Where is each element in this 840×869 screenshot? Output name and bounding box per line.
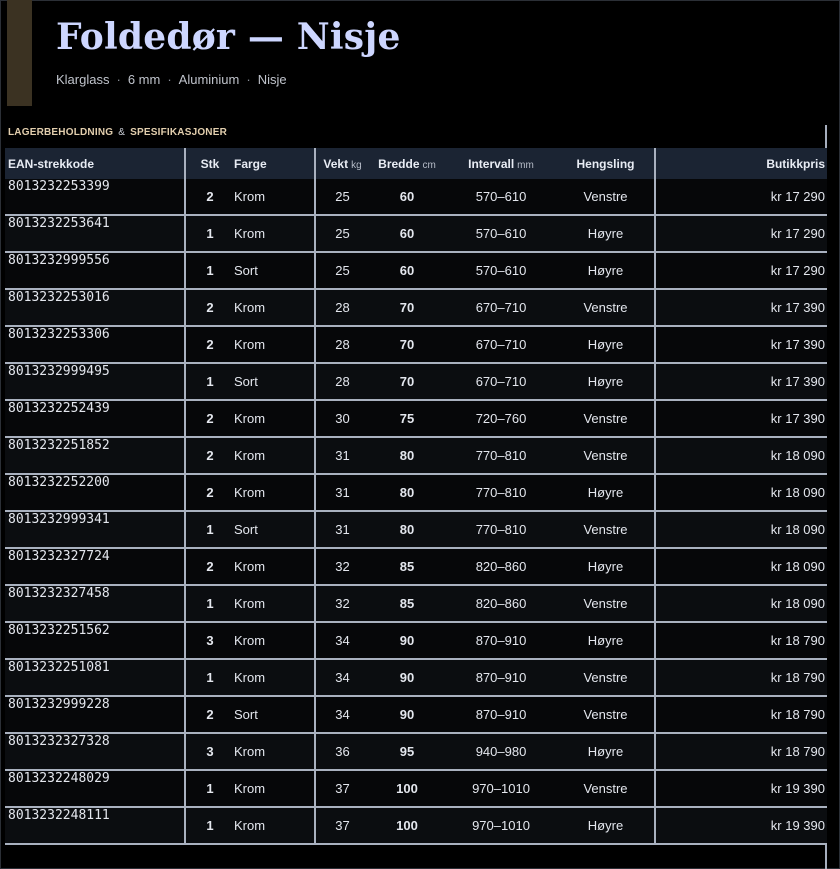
- cell-bredde: 85: [369, 548, 445, 585]
- cell-pris: kr 19 390: [655, 770, 827, 807]
- col-header-stk[interactable]: Stk: [185, 148, 234, 179]
- cell-pris: kr 17 390: [655, 363, 827, 400]
- spec-separator: ·: [167, 72, 172, 87]
- cell-stk: 2: [185, 179, 234, 215]
- col-header-vekt[interactable]: Vekt kg: [315, 148, 369, 179]
- col-header-bredde[interactable]: Bredde cm: [369, 148, 445, 179]
- cell-ean: 8013232252200: [5, 474, 185, 511]
- cell-intervall: 720–760: [445, 400, 557, 437]
- cell-ean: 8013232999228: [5, 696, 185, 733]
- cell-vekt: 28: [315, 289, 369, 326]
- cell-pris: kr 17 390: [655, 326, 827, 363]
- cell-bredde: 60: [369, 252, 445, 289]
- cell-bredde: 70: [369, 289, 445, 326]
- cell-stk: 2: [185, 289, 234, 326]
- col-header-intervall[interactable]: Intervall mm: [445, 148, 557, 179]
- cell-farge: Krom: [234, 215, 315, 252]
- cell-ean: 8013232253016: [5, 289, 185, 326]
- unit-mm: mm: [517, 159, 534, 171]
- product-specs: [56, 72, 287, 87]
- section-label-specs: SPESIFIKASJONER: [130, 127, 228, 138]
- cell-ean: 8013232999556: [5, 252, 185, 289]
- table-row[interactable]: [5, 659, 827, 696]
- cell-farge: Krom: [234, 179, 315, 215]
- cell-vekt: 34: [315, 659, 369, 696]
- inventory-table: [5, 148, 827, 845]
- table-row[interactable]: [5, 807, 827, 844]
- cell-bredde: 95: [369, 733, 445, 770]
- table-row[interactable]: [5, 215, 827, 252]
- table-row[interactable]: [5, 289, 827, 326]
- page-title: Foldedør — Nisje: [56, 16, 401, 58]
- cell-bredde: 90: [369, 659, 445, 696]
- cell-stk: 1: [185, 215, 234, 252]
- table-row[interactable]: [5, 622, 827, 659]
- cell-ean: 8013232999341: [5, 511, 185, 548]
- table-header-row: [5, 148, 827, 179]
- cell-farge: Krom: [234, 585, 315, 622]
- cell-hengsling: Høyre: [557, 733, 655, 770]
- cell-hengsling: Høyre: [557, 622, 655, 659]
- cell-hengsling: Venstre: [557, 289, 655, 326]
- cell-intervall: 970–1010: [445, 770, 557, 807]
- table-row[interactable]: [5, 363, 827, 400]
- cell-intervall: 870–910: [445, 696, 557, 733]
- cell-farge: Krom: [234, 437, 315, 474]
- cell-bredde: 70: [369, 326, 445, 363]
- spec-separator: ·: [116, 72, 121, 87]
- table-row[interactable]: [5, 511, 827, 548]
- cell-pris: kr 18 090: [655, 437, 827, 474]
- cell-intervall: 770–810: [445, 437, 557, 474]
- cell-stk: 1: [185, 511, 234, 548]
- cell-ean: 8013232327328: [5, 733, 185, 770]
- table-row[interactable]: [5, 437, 827, 474]
- section-label-inventory: LAGERBEHOLDNING: [8, 127, 114, 138]
- cell-hengsling: Venstre: [557, 696, 655, 733]
- cell-bredde: 90: [369, 622, 445, 659]
- table-row[interactable]: [5, 585, 827, 622]
- cell-farge: Krom: [234, 770, 315, 807]
- section-label: [8, 127, 227, 138]
- cell-pris: kr 19 390: [655, 807, 827, 844]
- col-header-ean[interactable]: EAN-strekkode: [5, 148, 185, 179]
- cell-ean: 8013232251562: [5, 622, 185, 659]
- table-body: [5, 179, 827, 844]
- cell-hengsling: Venstre: [557, 511, 655, 548]
- cell-vekt: 30: [315, 400, 369, 437]
- cell-farge: Krom: [234, 622, 315, 659]
- cell-stk: 1: [185, 363, 234, 400]
- cell-stk: 1: [185, 252, 234, 289]
- col-header-farge[interactable]: Farge: [234, 148, 315, 179]
- cell-ean: 8013232253399: [5, 179, 185, 215]
- cell-hengsling: Venstre: [557, 179, 655, 215]
- cell-hengsling: Høyre: [557, 326, 655, 363]
- cell-intervall: 820–860: [445, 548, 557, 585]
- cell-farge: Sort: [234, 363, 315, 400]
- cell-ean: 8013232251852: [5, 437, 185, 474]
- cell-pris: kr 17 390: [655, 400, 827, 437]
- cell-pris: kr 17 290: [655, 215, 827, 252]
- cell-farge: Krom: [234, 659, 315, 696]
- cell-ean: 8013232253306: [5, 326, 185, 363]
- cell-vekt: 28: [315, 326, 369, 363]
- cell-stk: 3: [185, 733, 234, 770]
- cell-pris: kr 18 090: [655, 548, 827, 585]
- table-row[interactable]: [5, 696, 827, 733]
- cell-hengsling: Venstre: [557, 659, 655, 696]
- cell-stk: 3: [185, 622, 234, 659]
- cell-bredde: 60: [369, 215, 445, 252]
- table-row[interactable]: [5, 770, 827, 807]
- cell-hengsling: Høyre: [557, 548, 655, 585]
- cell-intervall: 870–910: [445, 659, 557, 696]
- cell-pris: kr 17 290: [655, 252, 827, 289]
- cell-farge: Sort: [234, 511, 315, 548]
- cell-pris: kr 17 290: [655, 179, 827, 215]
- unit-kg: kg: [351, 159, 362, 171]
- cell-hengsling: Høyre: [557, 474, 655, 511]
- cell-bredde: 75: [369, 400, 445, 437]
- cell-farge: Krom: [234, 289, 315, 326]
- cell-farge: Krom: [234, 548, 315, 585]
- table-row[interactable]: [5, 400, 827, 437]
- cell-pris: kr 18 790: [655, 733, 827, 770]
- table-row[interactable]: [5, 326, 827, 363]
- spec-separator: ·: [246, 72, 251, 87]
- cell-intervall: 770–810: [445, 474, 557, 511]
- cell-intervall: 820–860: [445, 585, 557, 622]
- table-row[interactable]: [5, 733, 827, 770]
- cell-bredde: 90: [369, 696, 445, 733]
- cell-stk: 2: [185, 326, 234, 363]
- cell-stk: 2: [185, 437, 234, 474]
- cell-bredde: 100: [369, 807, 445, 844]
- cell-pris: kr 18 790: [655, 696, 827, 733]
- cell-stk: 2: [185, 548, 234, 585]
- unit-cm: cm: [422, 159, 436, 171]
- accent-bar: [7, 0, 32, 106]
- cell-bredde: 60: [369, 179, 445, 215]
- cell-intervall: 670–710: [445, 326, 557, 363]
- cell-hengsling: Høyre: [557, 215, 655, 252]
- cell-bredde: 80: [369, 511, 445, 548]
- cell-vekt: 36: [315, 733, 369, 770]
- cell-bredde: 100: [369, 770, 445, 807]
- cell-intervall: 670–710: [445, 289, 557, 326]
- cell-pris: kr 17 390: [655, 289, 827, 326]
- cell-hengsling: Høyre: [557, 363, 655, 400]
- cell-intervall: 970–1010: [445, 807, 557, 844]
- cell-pris: kr 18 090: [655, 585, 827, 622]
- cell-intervall: 670–710: [445, 363, 557, 400]
- cell-ean: 8013232327724: [5, 548, 185, 585]
- cell-stk: 1: [185, 807, 234, 844]
- cell-intervall: 940–980: [445, 733, 557, 770]
- cell-farge: Sort: [234, 696, 315, 733]
- cell-hengsling: Venstre: [557, 585, 655, 622]
- cell-vekt: 25: [315, 252, 369, 289]
- cell-stk: 2: [185, 696, 234, 733]
- table-row[interactable]: [5, 548, 827, 585]
- cell-intervall: 570–610: [445, 252, 557, 289]
- cell-ean: 8013232252439: [5, 400, 185, 437]
- cell-vekt: 32: [315, 548, 369, 585]
- cell-farge: Krom: [234, 733, 315, 770]
- table-row[interactable]: [5, 252, 827, 289]
- col-header-pris[interactable]: Butikkpris: [655, 148, 827, 179]
- cell-stk: 2: [185, 474, 234, 511]
- cell-farge: Krom: [234, 326, 315, 363]
- table-row[interactable]: [5, 474, 827, 511]
- cell-bredde: 80: [369, 474, 445, 511]
- cell-hengsling: Venstre: [557, 770, 655, 807]
- cell-intervall: 570–610: [445, 179, 557, 215]
- cell-vekt: 34: [315, 622, 369, 659]
- cell-vekt: 34: [315, 696, 369, 733]
- cell-stk: 2: [185, 400, 234, 437]
- cell-hengsling: Høyre: [557, 807, 655, 844]
- cell-farge: Krom: [234, 474, 315, 511]
- cell-pris: kr 18 790: [655, 659, 827, 696]
- cell-stk: 1: [185, 659, 234, 696]
- cell-ean: 8013232248111: [5, 807, 185, 844]
- spec-type: Nisje: [257, 72, 287, 87]
- cell-ean: 8013232248029: [5, 770, 185, 807]
- cell-farge: Sort: [234, 252, 315, 289]
- cell-intervall: 570–610: [445, 215, 557, 252]
- cell-ean: 8013232253641: [5, 215, 185, 252]
- cell-bredde: 85: [369, 585, 445, 622]
- cell-pris: kr 18 090: [655, 474, 827, 511]
- cell-pris: kr 18 090: [655, 511, 827, 548]
- cell-vekt: 31: [315, 474, 369, 511]
- cell-vekt: 25: [315, 215, 369, 252]
- cell-stk: 1: [185, 585, 234, 622]
- spec-glass: Klarglass: [56, 72, 110, 87]
- cell-vekt: 31: [315, 511, 369, 548]
- spec-thickness: 6 mm: [127, 72, 161, 87]
- cell-vekt: 37: [315, 770, 369, 807]
- cell-ean: 8013232999495: [5, 363, 185, 400]
- cell-farge: Krom: [234, 807, 315, 844]
- cell-hengsling: Venstre: [557, 437, 655, 474]
- cell-vekt: 31: [315, 437, 369, 474]
- cell-vekt: 25: [315, 179, 369, 215]
- cell-hengsling: Høyre: [557, 252, 655, 289]
- cell-vekt: 28: [315, 363, 369, 400]
- cell-bredde: 70: [369, 363, 445, 400]
- col-header-hengsling[interactable]: Hengsling: [557, 148, 655, 179]
- cell-intervall: 870–910: [445, 622, 557, 659]
- cell-ean: 8013232327458: [5, 585, 185, 622]
- cell-pris: kr 18 790: [655, 622, 827, 659]
- cell-vekt: 37: [315, 807, 369, 844]
- cell-farge: Krom: [234, 400, 315, 437]
- cell-hengsling: Venstre: [557, 400, 655, 437]
- section-label-amp: &: [118, 127, 126, 138]
- cell-vekt: 32: [315, 585, 369, 622]
- table-row[interactable]: [5, 179, 827, 215]
- cell-intervall: 770–810: [445, 511, 557, 548]
- cell-bredde: 80: [369, 437, 445, 474]
- cell-stk: 1: [185, 770, 234, 807]
- spec-material: Aluminium: [178, 72, 240, 87]
- cell-ean: 8013232251081: [5, 659, 185, 696]
